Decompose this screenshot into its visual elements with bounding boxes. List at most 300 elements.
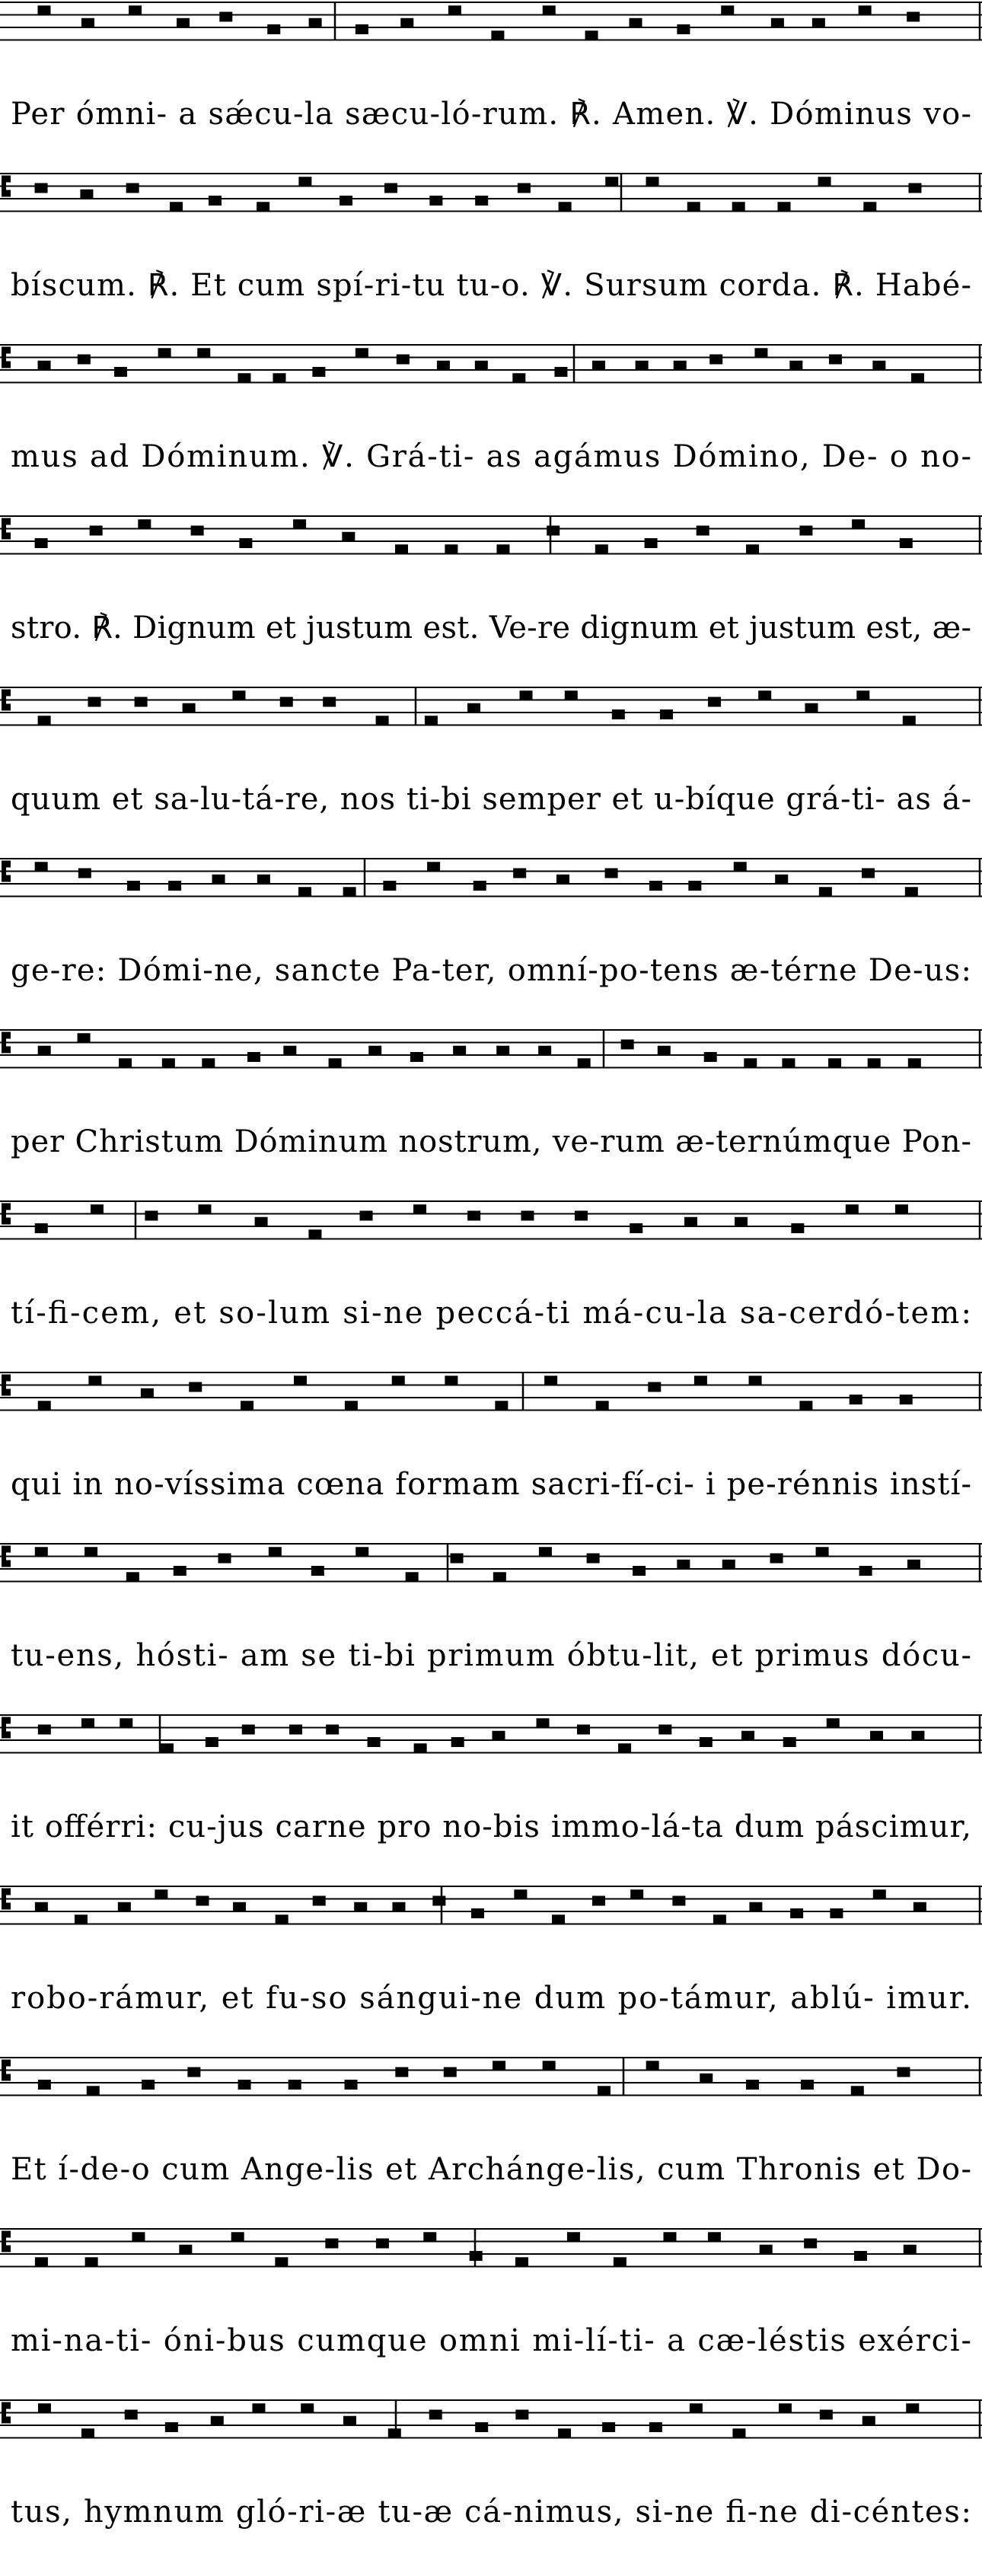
neume: [88, 697, 100, 707]
neume: [700, 1737, 713, 1747]
neume: [735, 1217, 748, 1227]
neume: [558, 2428, 571, 2438]
neume: [475, 2422, 488, 2432]
neume: [687, 202, 700, 212]
neume: [342, 532, 355, 542]
staff-system: [0, 687, 982, 817]
neume: [445, 544, 458, 554]
staff-system: [0, 1030, 982, 1159]
lyric-line: stro. ℟. Dignum et justum est. Ve-re dignum et justum est, æ-: [11, 611, 971, 646]
neume: [827, 1718, 840, 1728]
neume: [414, 1743, 427, 1753]
neume: [775, 875, 788, 885]
neume: [238, 2080, 251, 2090]
neume: [179, 2245, 192, 2255]
neume: [191, 526, 204, 536]
neume: [812, 18, 825, 28]
neume: [78, 869, 91, 878]
neume: [708, 697, 721, 707]
neume: [688, 881, 701, 891]
neume: [633, 1566, 646, 1576]
staff-system: [0, 174, 982, 303]
neume: [552, 1914, 565, 1924]
neume: [212, 875, 225, 885]
neume: [471, 1908, 484, 1918]
neume: [85, 2257, 98, 2267]
staff-system: [0, 2058, 982, 2187]
neume: [345, 1401, 358, 1411]
neume: [515, 2257, 528, 2267]
neume: [368, 1737, 381, 1747]
neume: [75, 1914, 88, 1924]
neume: [445, 1376, 458, 1385]
lyric-line: bíscum. ℟. Et cum spí-ri-tu tu-o. ℣. Sursum corda. ℟. Habé-: [11, 268, 971, 303]
neume: [783, 1737, 796, 1747]
neume: [174, 1566, 187, 1576]
neume: [267, 24, 280, 34]
neume: [630, 1223, 642, 1233]
neume: [238, 373, 250, 383]
neume: [592, 361, 605, 371]
neume: [646, 2061, 659, 2071]
neume: [493, 1572, 506, 1582]
neume: [492, 1731, 505, 1741]
neume: [312, 367, 325, 377]
neume: [242, 1725, 255, 1735]
neume: [145, 1211, 158, 1221]
neume: [605, 869, 618, 878]
neume: [118, 1902, 131, 1912]
staff-system: [0, 1715, 982, 1844]
neume: [621, 1040, 634, 1050]
neume: [493, 2061, 505, 2071]
neume: [406, 1572, 419, 1582]
neume: [646, 177, 659, 187]
neume: [35, 1223, 48, 1233]
neume: [816, 1547, 829, 1557]
neume: [198, 1204, 211, 1214]
neume: [80, 190, 93, 199]
neume: [868, 1058, 881, 1068]
neume: [903, 716, 916, 725]
lyric-line: per Christum Dóminum nostrum, ve-rum æ-ternúmque Pon-: [11, 1124, 971, 1159]
neume: [211, 2416, 224, 2426]
lyric-line: quum et sa-lu-tá-re, nos ti-bi semper et u-bíque grá-ti- as á-: [11, 782, 971, 817]
neume: [126, 1572, 139, 1582]
neume: [376, 716, 389, 725]
neume: [614, 2257, 627, 2267]
neume: [907, 1560, 920, 1570]
neume: [35, 538, 48, 548]
neume: [311, 1566, 324, 1576]
neume: [897, 2067, 910, 2077]
neume: [35, 183, 48, 193]
neume: [326, 1725, 339, 1735]
neume: [543, 2061, 556, 2071]
lyric-line: tí-fi-cem, et so-lum si-ne peccá-ti má-cu-la sa-cerdó-tem:: [11, 1296, 971, 1331]
neume: [183, 703, 196, 713]
neume: [746, 2080, 759, 2090]
neume: [219, 12, 232, 22]
neume: [852, 519, 865, 529]
neume: [658, 1046, 671, 1056]
neume: [78, 1033, 91, 1043]
neume: [513, 869, 526, 878]
neume: [578, 1058, 591, 1068]
neume: [231, 2232, 244, 2242]
neume: [87, 2086, 100, 2096]
staff-system: [0, 1201, 982, 1331]
neume: [38, 1401, 51, 1411]
neume: [749, 1902, 762, 1912]
neume: [520, 690, 533, 700]
neume: [257, 202, 269, 212]
neume: [851, 2086, 864, 2096]
neume: [818, 177, 831, 187]
neume: [674, 361, 687, 371]
neume: [329, 1058, 342, 1068]
neume: [856, 690, 869, 700]
neume: [247, 1052, 260, 1062]
neume: [126, 183, 139, 193]
neume: [575, 1211, 588, 1221]
neume: [758, 690, 771, 700]
neume: [684, 1217, 697, 1227]
neume: [592, 1896, 605, 1906]
neume: [432, 1896, 445, 1906]
neume: [453, 1046, 466, 1056]
neume: [820, 2410, 833, 2420]
neume: [138, 519, 151, 529]
neume: [127, 881, 140, 891]
staff-system: [0, 1544, 982, 1673]
neume: [397, 355, 410, 365]
neume: [630, 1889, 643, 1899]
staff-system: [0, 1372, 982, 1502]
neume: [88, 1376, 101, 1385]
neume: [872, 361, 885, 371]
neume: [630, 18, 642, 28]
neume: [473, 881, 486, 891]
neume: [828, 1058, 841, 1068]
neume: [870, 1731, 883, 1741]
neume: [850, 1395, 862, 1404]
neume: [544, 1376, 557, 1385]
neume: [672, 1896, 685, 1906]
neume: [565, 690, 578, 700]
neume: [413, 1204, 426, 1214]
neume: [700, 2074, 713, 2083]
neume: [355, 1547, 368, 1557]
neume: [177, 18, 190, 28]
neume: [38, 1725, 51, 1735]
neume: [114, 367, 127, 377]
neume: [437, 361, 450, 371]
neume: [161, 1743, 174, 1753]
neume: [612, 709, 625, 719]
neume: [475, 361, 488, 371]
neume: [913, 1902, 926, 1912]
lyric-line: Et í-de-o cum Ange-lis et Archánge-lis, cum Thronis et Do-: [11, 2152, 971, 2187]
neume: [451, 1737, 464, 1747]
neume: [777, 202, 790, 212]
neume: [829, 355, 842, 365]
neume: [721, 5, 734, 15]
neume: [119, 1058, 132, 1068]
neume: [35, 1902, 48, 1912]
neume: [255, 1217, 268, 1227]
neume: [734, 862, 747, 872]
lyric-line: tus, hymnum gló-ri-æ tu-æ cá-nimus, si-ne fi-ne di-céntes:: [11, 2495, 971, 2530]
neume: [547, 526, 560, 536]
neume: [170, 202, 183, 212]
neume: [846, 1204, 859, 1214]
staff-system: [0, 516, 982, 646]
neume: [368, 1046, 381, 1056]
staff-system: [0, 2, 982, 132]
neume: [658, 1725, 671, 1735]
neume: [749, 1376, 762, 1385]
neume: [360, 1211, 373, 1221]
neume: [294, 1376, 307, 1385]
neume: [218, 1554, 231, 1564]
neume: [905, 887, 918, 897]
neume: [862, 869, 875, 878]
neume: [425, 716, 438, 725]
neume: [697, 526, 709, 536]
neume: [187, 2067, 200, 2077]
neume: [309, 18, 322, 28]
neume: [873, 1889, 886, 1899]
neume: [587, 1554, 600, 1564]
neume: [383, 881, 396, 891]
neume: [649, 881, 662, 891]
neume: [275, 2257, 288, 2267]
neume: [819, 887, 832, 897]
neume: [162, 1058, 175, 1068]
neume: [911, 1731, 924, 1741]
neume: [559, 202, 572, 212]
lyric-line: Per ómni- a sǽcu-la sæcu-ló-rum. ℟. Amen. ℣. Dóminus vo-: [11, 97, 971, 132]
neume: [605, 177, 618, 187]
neume: [410, 1052, 423, 1062]
neume: [900, 538, 913, 548]
staff-system: [0, 2229, 982, 2358]
neume: [598, 2086, 611, 2096]
neume: [754, 348, 767, 358]
neume: [81, 18, 94, 28]
neume: [273, 373, 285, 383]
lyric-line: robo-rámur, et fu-so sángui-ne dum po-támur, ablú- imur.: [11, 1981, 971, 2016]
neume: [830, 1908, 843, 1918]
neume: [518, 183, 531, 193]
neume: [189, 1382, 202, 1392]
neume: [392, 1376, 405, 1385]
neume: [732, 2428, 745, 2438]
neume: [241, 1401, 253, 1411]
neume: [859, 1566, 872, 1576]
neume: [760, 2245, 773, 2255]
neume: [577, 1725, 590, 1735]
neume: [521, 1211, 534, 1221]
neume: [677, 24, 690, 34]
neume: [690, 2403, 703, 2413]
neume: [81, 2428, 94, 2438]
neume: [514, 1889, 527, 1899]
neume: [38, 716, 51, 725]
neume: [448, 5, 461, 15]
neume: [400, 18, 413, 28]
neume: [125, 2410, 138, 2420]
neume: [283, 1046, 296, 1056]
neume: [854, 2251, 867, 2261]
neume: [496, 544, 509, 554]
neume: [539, 1547, 552, 1557]
neume: [907, 12, 920, 22]
neume: [799, 1401, 812, 1411]
neume: [602, 2422, 615, 2432]
neume: [744, 1058, 757, 1068]
neume: [354, 1902, 367, 1912]
neume: [429, 2410, 442, 2420]
neume: [209, 196, 222, 206]
lyric-line: it offérri: cu-jus carne pro no-bis immo-lá-ta dum páscimur,: [11, 1809, 971, 1844]
neume: [595, 544, 608, 554]
neume: [618, 1743, 631, 1753]
neume: [232, 690, 245, 700]
neume: [556, 875, 569, 885]
staff-system: [0, 859, 982, 988]
neume: [155, 1889, 167, 1899]
neume: [900, 1395, 913, 1404]
neume: [904, 2245, 917, 2255]
neume: [165, 2422, 178, 2432]
lyric-line: qui in no-víssima cœna formam sacri-fí-ci- i pe-rénnis instí-: [11, 1467, 971, 1502]
lyric-line: mi-na-ti- óni-bus cumque omni mi-lí-ti- a cæ-léstis exérci-: [11, 2323, 971, 2358]
neume: [649, 2422, 662, 2432]
neume: [804, 2239, 817, 2249]
neume: [648, 1382, 661, 1392]
neume: [429, 196, 442, 206]
neume: [276, 1914, 289, 1924]
neume: [741, 1731, 754, 1741]
neume: [90, 526, 103, 536]
neume: [158, 348, 171, 358]
neume: [38, 2403, 51, 2413]
staff-system: [0, 2400, 982, 2530]
neume: [202, 1058, 215, 1068]
neume: [395, 2067, 408, 2077]
neume: [120, 1718, 132, 1728]
neume: [345, 2080, 358, 2090]
neume: [78, 355, 91, 365]
neume: [694, 1376, 707, 1385]
neume: [197, 348, 210, 358]
neume: [343, 887, 356, 897]
neume: [585, 30, 598, 40]
neume: [141, 1388, 154, 1398]
lyric-line: ge-re: Dómi-ne, sancte Pa-ter, omní-po-tens æ-térne De-us:: [11, 953, 971, 988]
neume: [289, 1725, 302, 1735]
neume: [35, 1547, 48, 1557]
neume: [395, 544, 408, 554]
lyric-line: tu-ens, hósti- am se ti-bi primum óbtu-lit, et primus dócu-: [11, 1638, 971, 1673]
neume: [280, 697, 293, 707]
neume: [355, 348, 368, 358]
neume: [636, 361, 649, 371]
neume: [444, 2067, 457, 2077]
neume: [789, 361, 802, 371]
neume: [135, 697, 148, 707]
neume: [790, 1908, 803, 1918]
neume: [908, 183, 921, 193]
neume: [323, 697, 336, 707]
neume: [779, 2403, 792, 2413]
neume: [325, 2239, 338, 2249]
neume: [129, 5, 142, 15]
neume: [722, 1560, 735, 1570]
neume: [782, 1058, 795, 1068]
neume: [142, 2080, 155, 2090]
neume: [81, 1718, 94, 1728]
neume: [37, 5, 50, 15]
neume: [423, 2232, 436, 2242]
neume: [293, 519, 306, 529]
neume: [895, 1204, 908, 1214]
neume: [770, 1554, 783, 1564]
neume: [537, 1718, 550, 1728]
neume: [708, 2232, 721, 2242]
neume: [340, 196, 352, 206]
neume: [132, 2232, 145, 2242]
neume: [543, 5, 556, 15]
neume: [35, 2257, 48, 2267]
neume: [388, 2428, 401, 2438]
neume: [301, 2403, 314, 2413]
neume: [906, 2403, 919, 2413]
neume: [298, 887, 311, 897]
neume: [805, 703, 818, 713]
staff-system: [0, 1886, 982, 2016]
neume: [38, 1046, 51, 1056]
neume: [343, 2416, 356, 2426]
neume: [771, 18, 784, 28]
neume: [313, 1896, 326, 1906]
neume: [308, 1229, 321, 1239]
neume: [269, 1547, 282, 1557]
neume: [799, 526, 812, 536]
neume: [660, 709, 673, 719]
neume: [239, 538, 252, 548]
neume: [859, 5, 872, 15]
neume: [515, 2410, 528, 2420]
neume: [298, 177, 311, 187]
neume: [355, 24, 368, 34]
neume: [567, 2232, 580, 2242]
neume: [491, 30, 504, 40]
neume: [663, 2232, 676, 2242]
neume: [709, 355, 722, 365]
neume: [206, 1737, 218, 1747]
neume: [704, 1052, 717, 1062]
neume: [467, 1211, 480, 1221]
neume: [35, 862, 48, 872]
neume: [233, 1902, 246, 1912]
neume: [467, 703, 480, 713]
neume: [196, 1896, 209, 1906]
neume: [713, 1914, 726, 1924]
lyric-line: mus ad Dóminum. ℣. Grá-ti- as agámus Dómino, De- o no-: [11, 439, 971, 474]
